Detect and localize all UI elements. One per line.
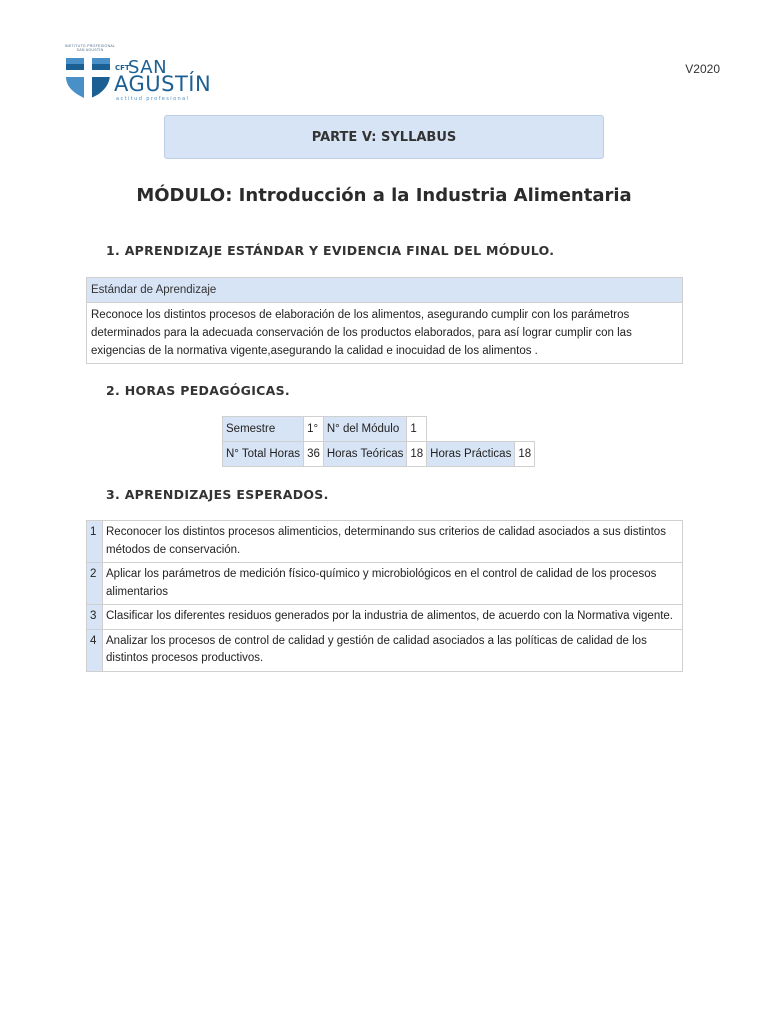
modulo-number-label: N° del Módulo [323,417,407,442]
logo-cft-text: CFT [115,64,130,72]
institution-logo [62,44,212,102]
row-text: Clasificar los diferentes residuos generados por la industria de alimentos, de acuerdo con la Normativa vigente. [103,605,683,630]
row-text: Analizar los procesos de control de calidad y gestión de calidad asociados a las políticas de calidad de los distintos procesos productivos. [103,629,683,671]
row-number: 2 [87,563,103,605]
section-1-heading: 1. APRENDIZAJE ESTÁNDAR Y EVIDENCIA FINAL DEL MÓDULO. [106,243,555,258]
standard-table-text: Reconoce los distintos procesos de elaboración de los alimentos, asegurando cumplir con los parámetros determinados para la adecuada conservación de los productos elaborados, para así lograr cumplir con las exigencias de la normativa vigente,asegurando la calidad e inocuidad de los alimentos . [87,303,683,364]
semestre-label: Semestre [223,417,304,442]
shield-icon [64,48,112,100]
version-label: V2020 [685,62,720,76]
hours-table [222,416,535,467]
row-text: Reconocer los distintos procesos alimenticios, determinando sus criterios de calidad asociados a sus distintos métodos de conservación. [103,521,683,563]
row-number: 3 [87,605,103,630]
table-row [87,521,683,563]
standard-table [86,277,683,364]
logo-agustin-text: AGUSTÍN [114,72,212,96]
practice-hours-value: 18 [515,442,535,467]
expected-learning-table [86,520,683,672]
parte-label: PARTE V: SYLLABUS [311,129,457,145]
total-hours-value: 36 [304,442,324,467]
table-row [87,605,683,630]
semestre-value: 1° [304,417,324,442]
table-row [87,629,683,671]
row-text: Aplicar los parámetros de medición físico-químico y microbiológicos en el control de calidad de los procesos alimentarios [103,563,683,605]
row-number: 1 [87,521,103,563]
modulo-number-value: 1 [407,417,427,442]
table-row [87,563,683,605]
page-title: MÓDULO: Introducción a la Industria Alimentaria [136,185,632,206]
section-3-heading: 3. APRENDIZAJES ESPERADOS. [106,487,329,502]
standard-table-header: Estándar de Aprendizaje [87,278,683,303]
theory-hours-value: 18 [407,442,427,467]
row-number: 4 [87,629,103,671]
practice-hours-label: Horas Prácticas [427,442,515,467]
section-2-heading: 2. HORAS PEDAGÓGICAS. [106,383,290,398]
parte-banner [164,115,604,159]
logo-tagline: actitud profesional [116,96,190,102]
theory-hours-label: Horas Teóricas [323,442,407,467]
logo-arc-text: INSTITUTO PROFESIONAL SAN AGUSTÍN [64,44,116,52]
total-hours-label: N° Total Horas [223,442,304,467]
logo-san-text: SAN [128,57,168,78]
